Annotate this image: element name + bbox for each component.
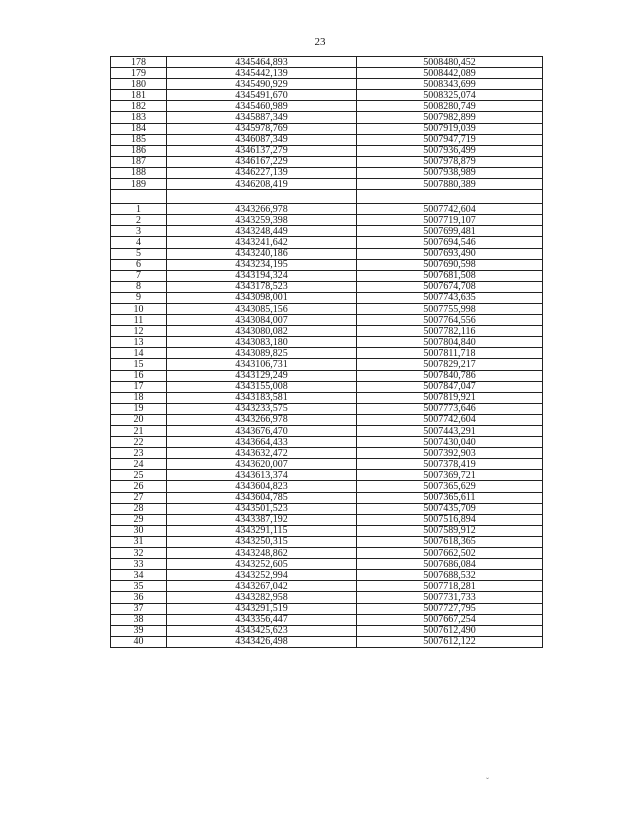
table-row — [111, 514, 543, 525]
x-coordinate-cell: 4343248,862 — [167, 548, 357, 559]
y-coordinate-cell: 5007804,840 — [357, 337, 543, 348]
point-number-cell: 10 — [111, 303, 167, 314]
table-row — [111, 315, 543, 326]
x-coordinate-cell: 4343098,001 — [167, 292, 357, 303]
x-coordinate-cell: 4343085,156 — [167, 303, 357, 314]
y-coordinate-cell: 5007880,389 — [357, 179, 543, 190]
table-row — [111, 536, 543, 547]
y-coordinate-cell: 5007612,490 — [357, 625, 543, 636]
table-row — [111, 134, 543, 145]
point-number-cell: 39 — [111, 625, 167, 636]
table-row — [111, 270, 543, 281]
point-number-cell: 26 — [111, 481, 167, 492]
table-row — [111, 492, 543, 503]
x-coordinate-cell: 4343106,731 — [167, 359, 357, 370]
point-number-cell: 1 — [111, 204, 167, 215]
table-row — [111, 179, 543, 190]
y-coordinate-cell: 5007764,556 — [357, 315, 543, 326]
y-coordinate-cell: 5008343,699 — [357, 79, 543, 90]
table-row — [111, 581, 543, 592]
y-coordinate-cell: 5008280,749 — [357, 101, 543, 112]
table-row — [111, 281, 543, 292]
x-coordinate-cell: 4343240,186 — [167, 248, 357, 259]
y-coordinate-cell: 5007430,040 — [357, 437, 543, 448]
point-number-cell: 17 — [111, 381, 167, 392]
y-coordinate-cell: 5007688,532 — [357, 570, 543, 581]
y-coordinate-cell: 5007773,646 — [357, 403, 543, 414]
point-number-cell: 6 — [111, 259, 167, 270]
point-number-cell: 37 — [111, 603, 167, 614]
table-row — [111, 204, 543, 215]
x-coordinate-cell: 4343632,472 — [167, 448, 357, 459]
x-coordinate-cell: 4343183,581 — [167, 392, 357, 403]
table-row — [111, 248, 543, 259]
table-row — [111, 392, 543, 403]
table-row — [111, 101, 543, 112]
point-number-cell: 21 — [111, 426, 167, 437]
x-coordinate-cell: 4345491,670 — [167, 90, 357, 101]
x-coordinate-cell: 4343252,605 — [167, 559, 357, 570]
y-coordinate-cell: 5007686,084 — [357, 559, 543, 570]
y-coordinate-cell: 5007662,502 — [357, 548, 543, 559]
x-coordinate-cell: 4346137,279 — [167, 145, 357, 156]
y-coordinate-cell: 5007742,604 — [357, 204, 543, 215]
x-coordinate-cell: 4345978,769 — [167, 123, 357, 134]
point-number-cell: 20 — [111, 414, 167, 425]
y-coordinate-cell: 5007718,281 — [357, 581, 543, 592]
y-coordinate-cell: 5007819,921 — [357, 392, 543, 403]
y-coordinate-cell: 5007516,894 — [357, 514, 543, 525]
y-coordinate-cell: 5007782,116 — [357, 326, 543, 337]
x-coordinate-cell: 4343266,978 — [167, 204, 357, 215]
table-row — [111, 625, 543, 636]
y-coordinate-cell: 5007755,998 — [357, 303, 543, 314]
table-row — [111, 381, 543, 392]
point-number-cell: 188 — [111, 167, 167, 178]
table-row — [111, 603, 543, 614]
y-coordinate-cell: 5007694,546 — [357, 237, 543, 248]
point-number-cell: 179 — [111, 68, 167, 79]
table-row — [111, 448, 543, 459]
y-coordinate-cell: 5007392,903 — [357, 448, 543, 459]
x-coordinate-cell: 4343129,249 — [167, 370, 357, 381]
table-row — [111, 123, 543, 134]
point-number-cell: 2 — [111, 215, 167, 226]
point-number-cell: 33 — [111, 559, 167, 570]
x-coordinate-cell: 4343356,447 — [167, 614, 357, 625]
point-number-cell: 9 — [111, 292, 167, 303]
point-number-cell: 185 — [111, 134, 167, 145]
x-coordinate-cell: 4343194,324 — [167, 270, 357, 281]
x-coordinate-cell: 4346087,349 — [167, 134, 357, 145]
y-coordinate-cell: 5007919,039 — [357, 123, 543, 134]
x-coordinate-cell: 4343282,958 — [167, 592, 357, 603]
table-row — [111, 348, 543, 359]
coordinates-table-body — [111, 57, 543, 648]
x-coordinate-cell: 4343178,523 — [167, 281, 357, 292]
x-coordinate-cell: 4343234,195 — [167, 259, 357, 270]
point-number-cell: 8 — [111, 281, 167, 292]
table-row — [111, 79, 543, 90]
separator-row — [111, 190, 543, 204]
table-row — [111, 570, 543, 581]
x-coordinate-cell: 4343604,823 — [167, 481, 357, 492]
point-number-cell: 35 — [111, 581, 167, 592]
y-coordinate-cell: 5007681,508 — [357, 270, 543, 281]
x-coordinate-cell: 4345490,929 — [167, 79, 357, 90]
x-coordinate-cell: 4343620,007 — [167, 459, 357, 470]
point-number-cell: 12 — [111, 326, 167, 337]
page-number: 23 — [314, 36, 326, 48]
table-row — [111, 370, 543, 381]
point-number-cell: 40 — [111, 636, 167, 647]
x-coordinate-cell: 4343084,007 — [167, 315, 357, 326]
point-number-cell: 23 — [111, 448, 167, 459]
table-row — [111, 525, 543, 536]
y-coordinate-cell: 5008480,452 — [357, 57, 543, 68]
table-row — [111, 57, 543, 68]
table-row — [111, 636, 543, 647]
x-coordinate-cell: 4343501,523 — [167, 503, 357, 514]
point-number-cell: 30 — [111, 525, 167, 536]
x-coordinate-cell: 4343604,785 — [167, 492, 357, 503]
point-number-cell: 14 — [111, 348, 167, 359]
point-number-cell: 187 — [111, 156, 167, 167]
x-coordinate-cell: 4346227,139 — [167, 167, 357, 178]
y-coordinate-cell: 5007811,718 — [357, 348, 543, 359]
y-coordinate-cell: 5007982,899 — [357, 112, 543, 123]
x-coordinate-cell: 4345442,139 — [167, 68, 357, 79]
table-row — [111, 337, 543, 348]
x-coordinate-cell: 4343089,825 — [167, 348, 357, 359]
table-row — [111, 237, 543, 248]
x-coordinate-cell: 4343676,470 — [167, 426, 357, 437]
y-coordinate-cell: 5007742,604 — [357, 414, 543, 425]
table-row — [111, 292, 543, 303]
table-row — [111, 470, 543, 481]
y-coordinate-cell: 5007443,291 — [357, 426, 543, 437]
x-coordinate-cell: 4343664,433 — [167, 437, 357, 448]
y-coordinate-cell: 5007727,795 — [357, 603, 543, 614]
y-coordinate-cell: 5007743,635 — [357, 292, 543, 303]
table-row — [111, 592, 543, 603]
y-coordinate-cell: 5007378,419 — [357, 459, 543, 470]
table-row — [111, 68, 543, 79]
table-row — [111, 437, 543, 448]
x-coordinate-cell: 4343241,642 — [167, 237, 357, 248]
x-coordinate-cell: 4343252,994 — [167, 570, 357, 581]
empty-cell — [357, 190, 543, 204]
point-number-cell: 11 — [111, 315, 167, 326]
point-number-cell: 28 — [111, 503, 167, 514]
y-coordinate-cell: 5007618,365 — [357, 536, 543, 547]
point-number-cell: 27 — [111, 492, 167, 503]
point-number-cell: 25 — [111, 470, 167, 481]
point-number-cell: 184 — [111, 123, 167, 134]
y-coordinate-cell: 5007369,721 — [357, 470, 543, 481]
y-coordinate-cell: 5007612,122 — [357, 636, 543, 647]
x-coordinate-cell: 4343291,519 — [167, 603, 357, 614]
point-number-cell: 181 — [111, 90, 167, 101]
y-coordinate-cell: 5007938,989 — [357, 167, 543, 178]
y-coordinate-cell: 5007978,879 — [357, 156, 543, 167]
table-row — [111, 326, 543, 337]
empty-cell — [111, 190, 167, 204]
table-row — [111, 167, 543, 178]
coordinates-table — [110, 56, 543, 648]
point-number-cell: 19 — [111, 403, 167, 414]
table-row — [111, 112, 543, 123]
x-coordinate-cell: 4345887,349 — [167, 112, 357, 123]
x-coordinate-cell: 4345464,893 — [167, 57, 357, 68]
point-number-cell: 18 — [111, 392, 167, 403]
x-coordinate-cell: 4343426,498 — [167, 636, 357, 647]
table-row — [111, 481, 543, 492]
x-coordinate-cell: 4343080,082 — [167, 326, 357, 337]
y-coordinate-cell: 5007667,254 — [357, 614, 543, 625]
y-coordinate-cell: 5007674,708 — [357, 281, 543, 292]
y-coordinate-cell: 5007936,499 — [357, 145, 543, 156]
x-coordinate-cell: 4343259,398 — [167, 215, 357, 226]
table-row — [111, 614, 543, 625]
y-coordinate-cell: 5007699,481 — [357, 226, 543, 237]
point-number-cell: 182 — [111, 101, 167, 112]
table-row — [111, 145, 543, 156]
point-number-cell: 178 — [111, 57, 167, 68]
y-coordinate-cell: 5007947,719 — [357, 134, 543, 145]
y-coordinate-cell: 5008325,074 — [357, 90, 543, 101]
table-row — [111, 548, 543, 559]
x-coordinate-cell: 4343155,008 — [167, 381, 357, 392]
point-number-cell: 31 — [111, 536, 167, 547]
table-row — [111, 303, 543, 314]
point-number-cell: 29 — [111, 514, 167, 525]
x-coordinate-cell: 4343291,115 — [167, 525, 357, 536]
point-number-cell: 34 — [111, 570, 167, 581]
point-number-cell: 38 — [111, 614, 167, 625]
x-coordinate-cell: 4343425,623 — [167, 625, 357, 636]
x-coordinate-cell: 4343083,180 — [167, 337, 357, 348]
table-row — [111, 90, 543, 101]
x-coordinate-cell: 4345460,989 — [167, 101, 357, 112]
y-coordinate-cell: 5007847,047 — [357, 381, 543, 392]
x-coordinate-cell: 4343387,192 — [167, 514, 357, 525]
point-number-cell: 15 — [111, 359, 167, 370]
table-row — [111, 403, 543, 414]
table-row — [111, 156, 543, 167]
table-row — [111, 459, 543, 470]
point-number-cell: 186 — [111, 145, 167, 156]
y-coordinate-cell: 5007719,107 — [357, 215, 543, 226]
point-number-cell: 180 — [111, 79, 167, 90]
point-number-cell: 7 — [111, 270, 167, 281]
table-row — [111, 259, 543, 270]
point-number-cell: 22 — [111, 437, 167, 448]
point-number-cell: 24 — [111, 459, 167, 470]
y-coordinate-cell: 5007435,709 — [357, 503, 543, 514]
x-coordinate-cell: 4346167,229 — [167, 156, 357, 167]
table-row — [111, 503, 543, 514]
y-coordinate-cell: 5008442,089 — [357, 68, 543, 79]
scan-mark: ˇ — [486, 776, 489, 786]
x-coordinate-cell: 4343267,042 — [167, 581, 357, 592]
table-row — [111, 426, 543, 437]
table-row — [111, 359, 543, 370]
point-number-cell: 13 — [111, 337, 167, 348]
y-coordinate-cell: 5007365,611 — [357, 492, 543, 503]
x-coordinate-cell: 4343250,315 — [167, 536, 357, 547]
table-row — [111, 559, 543, 570]
x-coordinate-cell: 4343266,978 — [167, 414, 357, 425]
point-number-cell: 36 — [111, 592, 167, 603]
point-number-cell: 189 — [111, 179, 167, 190]
empty-cell — [167, 190, 357, 204]
y-coordinate-cell: 5007589,912 — [357, 525, 543, 536]
x-coordinate-cell: 4343233,575 — [167, 403, 357, 414]
point-number-cell: 5 — [111, 248, 167, 259]
y-coordinate-cell: 5007840,786 — [357, 370, 543, 381]
point-number-cell: 32 — [111, 548, 167, 559]
y-coordinate-cell: 5007829,217 — [357, 359, 543, 370]
y-coordinate-cell: 5007365,629 — [357, 481, 543, 492]
point-number-cell: 4 — [111, 237, 167, 248]
table-row — [111, 226, 543, 237]
x-coordinate-cell: 4343248,449 — [167, 226, 357, 237]
x-coordinate-cell: 4343613,374 — [167, 470, 357, 481]
y-coordinate-cell: 5007731,733 — [357, 592, 543, 603]
point-number-cell: 16 — [111, 370, 167, 381]
table-row — [111, 215, 543, 226]
x-coordinate-cell: 4346208,419 — [167, 179, 357, 190]
y-coordinate-cell: 5007690,598 — [357, 259, 543, 270]
y-coordinate-cell: 5007693,490 — [357, 248, 543, 259]
table-row — [111, 414, 543, 425]
point-number-cell: 3 — [111, 226, 167, 237]
point-number-cell: 183 — [111, 112, 167, 123]
